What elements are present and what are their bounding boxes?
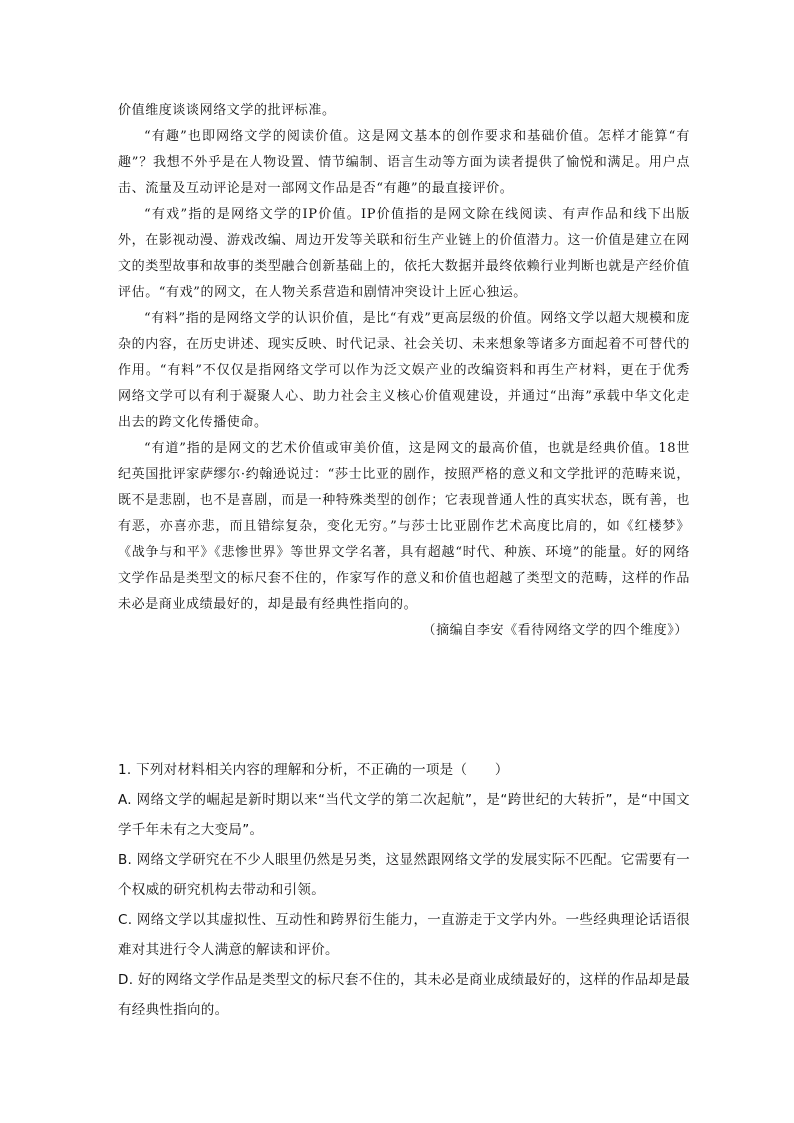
passage-source-citation: （摘编自李安《看待网络文学的四个维度》） [422, 623, 688, 638]
question-option-b: B. 网络文学研究在不少人眼里仍然是另类，这显然跟网络文学的发展实际不匹配。它需要有一个权威的研究机构去带动和引领。 [118, 852, 690, 898]
passage-paragraph-youqu: “有趣”也即网络文学的阅读价值。这是网文基本的创作要求和基础价值。怎样才能算“有趣”？我想不外乎是在人物设置、情节编制、语言生动等方面为读者提供了愉悦和满足。用户点击、流量及互动评论是对一部网文作品是否“有趣”的最直接评价。 [118, 129, 690, 196]
passage-paragraph-youdao: “有道”指的是网文的艺术价值或审美价值，这是网文的最高价值，也就是经典价值。18世纪英国批评家萨缪尔·约翰逊说过：“莎士比亚的剧作，按照严格的意义和文学批评的范畴来说，既不是悲剧，也不是喜剧，而是一种特殊类型的创作；它表现普通人性的真实状态，既有善，也有恶，亦喜亦悲，而且错综复杂，变化无穷。”与莎士比亚剧作艺术高度比肩的，如《红楼梦》《战争与和平》《悲惨世界》等世界文学名著，具有超越“时代、种族、环境”的能量。好的网络文学作品是类型文的标尺套不住的，作家写作的意义和价值也超越了类型文的范畴，这样的作品未必是商业成绩最好的，却是最有经典性指向的。 [118, 441, 690, 612]
passage-paragraph-youliao: “有料”指的是网络文学的认识价值，是比“有戏”更高层级的价值。网络文学以超大规模和庞杂的内容，在历史讲述、现实反映、时代记录、社会关切、未来想象等诸多方面起着不可替代的作用。“有料”不仅仅是指网络文学可以作为泛文娱产业的改编资料和再生产材料，更在于优秀网络文学可以有利于凝聚人心、助力社会主义核心价值观建设，并通过“出海”承载中华文化走出去的跨文化传播使命。 [118, 311, 690, 430]
question-block [118, 755, 690, 1025]
question-option-d: D. 好的网络文学作品是类型文的标尺套不住的，其未必是商业成绩最好的，这样的作品却是最有经典性指向的。 [118, 972, 690, 1018]
question-option-c: C. 网络文学以其虚拟性、互动性和跨界衍生能力，一直游走于文学内外。一些经典理论话语很难对其进行令人满意的解读和评价。 [118, 912, 690, 958]
question-stem: 1. 下列对材料相关内容的理解和分析，不正确的一项是（ ） [118, 762, 509, 778]
passage-paragraph-youxi: “有戏”指的是网络文学的IP价值。IP价值指的是网文除在线阅读、有声作品和线下出版外，在影视动漫、游戏改编、周边开发等关联和衍生产业链上的价值潜力。这一价值是建立在网文的类型故事和故事的类型融合创新基础上的，依托大数据并最终依赖行业判断也就是产经价值评估。“有戏”的网文，在人物关系营造和剧情冲突设计上匠心独运。 [118, 207, 690, 300]
reading-passage [118, 98, 690, 644]
question-option-a: A. 网络文学的崛起是新时期以来“当代文学的第二次起航”，是“跨世纪的大转折”，是“中国文学千年未有之大变局”。 [118, 792, 690, 838]
passage-paragraph-intro-tail: 价值维度谈谈网络文学的批评标准。 [118, 103, 336, 118]
